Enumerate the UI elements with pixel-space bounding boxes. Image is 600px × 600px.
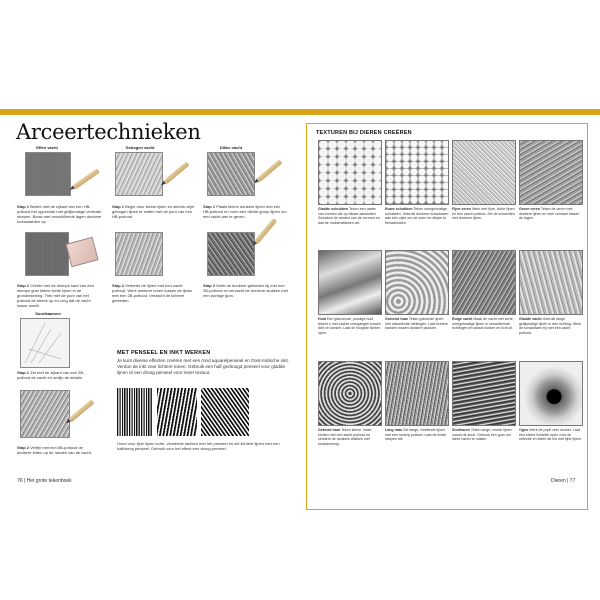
step-caption: Stap 2 Verfijn met een 6B-potlood de donkere tinten op de randen van de vacht.	[17, 445, 92, 455]
label-thick-fur: Dikke vacht	[219, 145, 243, 150]
texture-caption: Ogen Werk de pupil zeer donker. Laat een kleine lichtvlek open voor de reflectie en teken de iris met fijne lijnen.	[519, 428, 582, 442]
texture-swatch	[385, 140, 449, 205]
ink-sample-3	[201, 388, 249, 436]
step-caption: Stap 2 Verbeter de lijnen met een zacht potlood. Werk donkere tonen tussen de lijnen met een 2B-potlood. Verzacht de lichtere gebieden.	[112, 283, 193, 303]
texture-swatch	[452, 140, 516, 205]
smooth-sketch-2	[20, 390, 70, 438]
even-fur-sketch-1	[25, 152, 71, 196]
textures-heading: TEXTUREN BIJ DIEREN CREËREN	[316, 130, 412, 136]
outline-drawing	[21, 319, 69, 367]
right-footer: Dieren | 77	[551, 478, 576, 484]
ink-caption: Houd voor fijne lijnen korte, vloeiende streken met het penseel en zet lichtere lijnen met een halfdroog penseel. Gebruik voor het effect een droog penseel.	[117, 441, 280, 451]
page-title: Arceertechnieken	[16, 120, 201, 144]
ink-heading: MET PENSEEL EN INKT WERKEN	[117, 350, 211, 356]
thick-fur-sketch-1	[207, 152, 255, 196]
step-caption: Stap 1 Zet met de zijkant van een 2B-potlood de vacht en omlijn de details.	[17, 370, 85, 380]
texture-caption: Gekruld haar Teken kleine, losse krullen met een zacht potlood en versterk de donkere vlakken met kruisarcering.	[318, 428, 372, 446]
texture-caption: Fijne veren Werk met fijne, lichte lijnen en een zacht potlood. Zet de schachten met donkere lijnen.	[452, 207, 515, 221]
curved-fur-sketch-2	[115, 232, 163, 276]
ink-sample-1	[117, 388, 153, 436]
step-caption: Stap 1 Bedek met de zijkant van een HB-potlood het oppervlak met gelijkmatige verticale strepen. Bouw met verschillende lagen donkere toonwaarden op.	[17, 204, 102, 224]
texture-swatch	[318, 361, 382, 426]
ink-sample-2	[157, 388, 197, 436]
step-caption: Stap 2 Werk de donkere gebieden bij met een 2B-potlood en verzacht de donkere stukken met een puntige gum.	[203, 283, 288, 298]
pencil-icon	[73, 168, 100, 189]
texture-caption: Huid Een glanzende, plooiige huid tekent u met zachte overgangen tussen licht en donker. Laat de hoogste lichten open.	[318, 317, 381, 335]
texture-caption: Lang haar Zet lange, vloeiende lijnen met een scherp potlood. Laat de lichte strepen wit.	[385, 428, 446, 442]
even-fur-sketch-2	[25, 232, 69, 276]
texture-swatch	[452, 361, 516, 426]
texture-swatch	[385, 361, 449, 426]
texture-caption: Gladde vacht Gebruik lange, gelijkmatige lijnen in één richting. Werk de schaduwen bij met een zacht potlood.	[519, 317, 582, 335]
smooth-sketch-1	[20, 318, 70, 368]
left-footer: 76 | Het grote tekenboek	[17, 478, 72, 484]
label-even-fur: Effen vacht	[36, 145, 58, 150]
texture-swatch	[318, 250, 382, 315]
curved-fur-sketch-1	[115, 152, 163, 196]
texture-swatch	[318, 140, 382, 205]
texture-caption: Grove veren Teken de veren met donkere lijnen en veel contrast tussen de lagen.	[519, 207, 580, 221]
texture-swatch	[519, 250, 583, 315]
step-caption: Stap 1 Begin door kleine lijnen en steeds vrijer gebogen lijnen te zetten met de punt van een HB-potlood.	[112, 204, 195, 219]
eraser-icon	[65, 237, 98, 267]
texture-swatch	[519, 140, 583, 205]
texture-swatch	[519, 361, 583, 426]
texture-caption: Ruwe schubben Teken onregelmatige schubben. Gebruik donkere schaduwen aan één zijde om de vorm en diepte te benadrukken.	[385, 207, 449, 225]
texture-caption: Snorharen Teken lange, rechte lijnen vanuit de snuit. Gebruik een gum om lichte haren te maken.	[452, 428, 512, 442]
texture-swatch	[452, 250, 516, 315]
pencil-icon	[68, 399, 94, 422]
texture-swatch	[385, 250, 449, 315]
step-caption: Stap 1 Plaats kleine donkere lijnen met een HB-potlood en vorm een dichte groep lijnen om een vacht aan te geven.	[203, 204, 287, 219]
texture-caption: Ruige vacht Maak de vacht met korte, onregelmatige lijnen in verschillende richtingen en wissel donker en licht af.	[452, 317, 514, 331]
texture-caption: Golvend haar Teken golvende lijnen met wisselende richtingen. Laat lichtere banden tussen donkere plukken.	[385, 317, 448, 331]
texture-caption: Gladde schubben Teken een raster van vormen die op elkaar aansluiten. Schaduw de randen van de vormen en laat de middenvlakken wit.	[318, 207, 380, 225]
pencil-icon	[163, 161, 189, 184]
step-caption: Stap 2 Creëer met de stompe kant van een stompe gum kleine lichte lijnen in de grondtekening. Trek met de punt van het potlood de streek op en zorg dat de vacht losser wordt.	[17, 283, 94, 308]
thick-fur-sketch-2	[207, 232, 255, 276]
pencil-icon	[256, 159, 282, 182]
top-rule	[0, 109, 600, 115]
label-curved-fur: Gebogen vacht	[125, 145, 155, 150]
ink-body: Je kunt diverse effecten creëren met een rond aquarelpenseel en Oost-Indische inkt. Verdun de inkt voor lichtere tonen. Gebruik een half gedroogd penseel voor gladde lijnen of een droog penseel voor meer textuur.	[117, 358, 290, 375]
pencil-icon	[254, 218, 277, 244]
label-smooth: Soortkaarsen	[35, 311, 61, 316]
